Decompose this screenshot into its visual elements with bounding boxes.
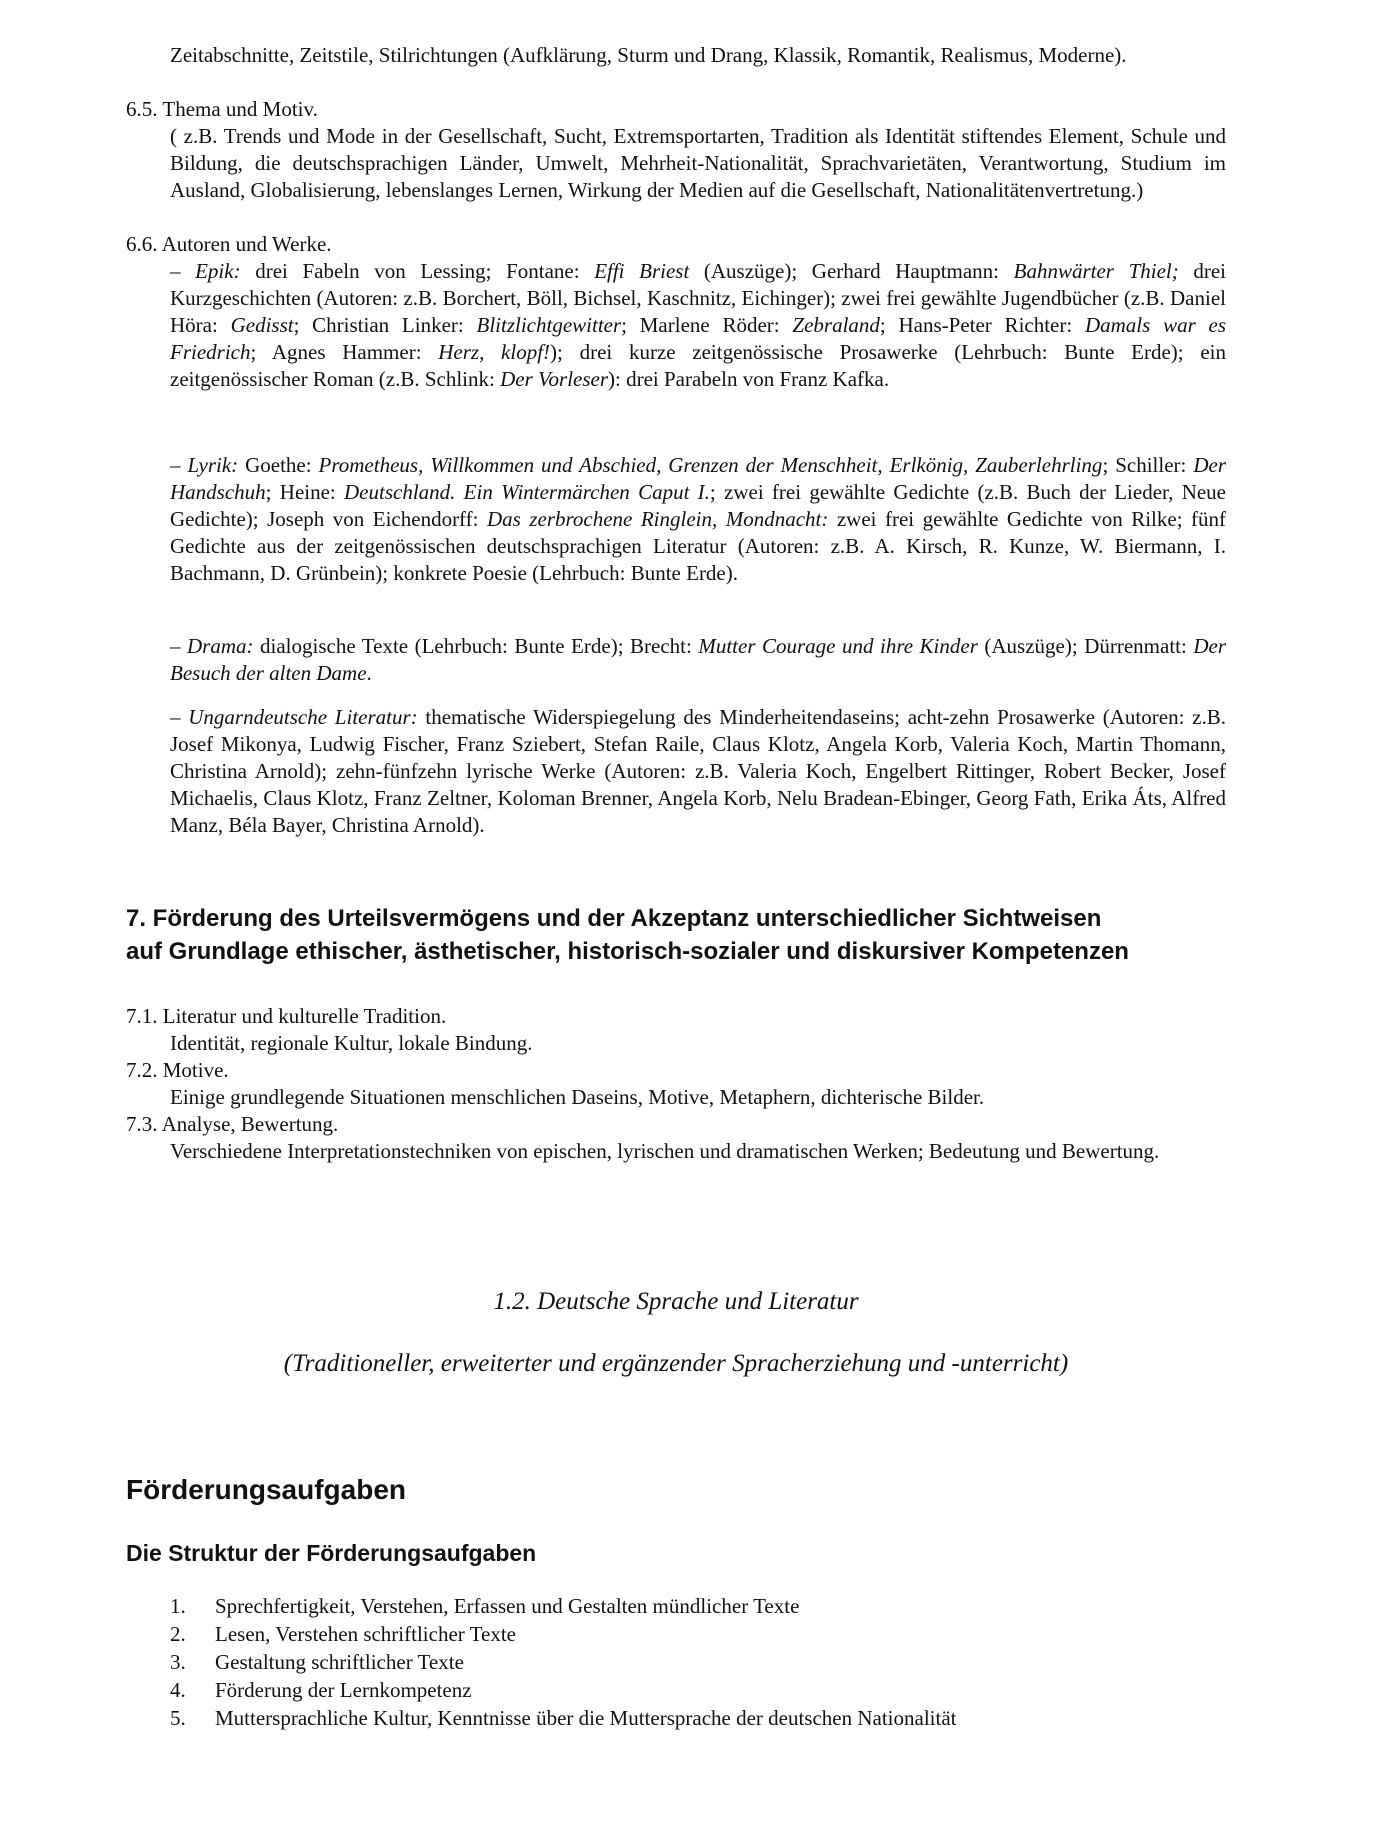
section-7-heading [126, 902, 1236, 968]
list-item-text: Lesen, Verstehen schriftlicher Texte [215, 1622, 516, 1646]
section-6-5-body: ( z.B. Trends und Mode in der Gesellschaft, Sucht, Extremsportarten, Tradition als Identität stiftendes Element, Schule und Bildung, die deutschsprachigen Länder, Umwelt, Mehrheit-Nationalität, Sprachvarietäten, Verantwortung, Studium im Ausland, Globalisierung, lebenslanges Lernen, Wirkung der Medien auf die Gesellschaft, Nationalitätenvertretung.) [170, 124, 1226, 202]
subject-subtitle: (Traditioneller, erweiterter und ergänzender Spracherziehung und -unterricht) [283, 1350, 1069, 1377]
section-7-3-body: Verschiedene Interpretationstechniken von epischen, lyrischen und dramatischen Werken; Bedeutung und Bewertung. [170, 1139, 1160, 1163]
ungarndeutsche-paragraph: – Ungarndeutsche Literatur: thematische Widerspiegelung des Minderheitendaseins; acht-zehn Prosawerke (Autoren: z.B. Josef Mikonya, Ludwig Fischer, Franz Sziebert, Stefan Raile, Claus Klotz, Angela Korb, Valeria Koch, Martin Thomann, Christina Arnold); zehn-fünfzehn lyrische Werke (Autoren: z.B. Valeria Koch, Engelbert Rittinger, Robert Becker, Josef Michaelis, Claus Klotz, Franz Zeltner, Koloman Brenner, Angela Korb, Nelu Bradean-Ebinger, Georg Fath, Erika Áts, Alfred Manz, Béla Bayer, Christina Arnold). [170, 705, 1226, 837]
continuation-paragraph [170, 42, 1226, 69]
lyrik-label: – Lyrik: [170, 453, 239, 477]
list-item-number: 2. [170, 1622, 186, 1646]
list-item [170, 1649, 1226, 1677]
foerderungsaufgaben-subheading: Die Struktur der Förderungsaufgaben [126, 1540, 537, 1566]
section-7-1-heading: 7.1. Literatur und kulturelle Tradition. [126, 1004, 447, 1028]
drama-label: – Drama: [170, 634, 254, 658]
list-item [170, 1621, 1226, 1649]
list-item-text: Muttersprachliche Kultur, Kenntnisse über die Muttersprache der deutschen Nationalität [215, 1706, 957, 1730]
section-7-heading-line2: auf Grundlage ethischer, ästhetischer, historisch-sozialer und diskursiver Kompetenzen [126, 938, 1129, 965]
list-item [170, 1705, 1226, 1733]
section-6-6-heading: 6.6. Autoren und Werke. [126, 232, 332, 256]
foerderungsaufgaben-heading: Förderungsaufgaben [126, 1474, 407, 1505]
epik-label: – Epik: [170, 259, 241, 283]
drama-paragraph: – Drama: dialogische Texte (Lehrbuch: Bunte Erde); Brecht: Mutter Courage und ihre Kinder (Auszüge); Dürrenmatt: Der Besuch der alten Dame. [170, 634, 1226, 685]
ungarndeutsche-label: – Ungarndeutsche Literatur: [170, 705, 418, 729]
list-item-number: 5. [170, 1706, 186, 1730]
list-item-number: 1. [170, 1594, 186, 1618]
list-item [170, 1677, 1226, 1705]
section-7-heading-line1: 7. Förderung des Urteilsvermögens und der Akzeptanz unterschiedlicher Sichtweisen [126, 905, 1102, 932]
section-6-5-heading: 6.5. Thema und Motiv. [126, 97, 318, 121]
list-item-text: Sprechfertigkeit, Verstehen, Erfassen und Gestalten mündlicher Texte [215, 1594, 800, 1618]
list-item [170, 1593, 1226, 1621]
list-item-text: Gestaltung schriftlicher Texte [215, 1650, 464, 1674]
section-7-1-body: Identität, regionale Kultur, lokale Bindung. [170, 1031, 533, 1055]
lyrik-paragraph: – Lyrik: Goethe: Prometheus, Willkommen und Abschied, Grenzen der Menschheit, Erlkönig, Zauberlehrling; Schiller: Der Handschuh; Heine: Deutschland. Ein Wintermärchen Caput I.; zwei frei gewählte Gedichte (z.B. Buch der Lieder, Neue Gedichte); Joseph von Eichendorff: Das zerbrochene Ringlein, Mondnacht: zwei frei gewählte Gedichte von Rilke; fünf Gedichte aus der zeitgenössischen deutschsprachigen Literatur (Autoren: z.B. A. Kirsch, R. Kunze, W. Biermann, I. Bachmann, D. Grünbein); konkrete Poesie (Lehrbuch: Bunte Erde). [170, 453, 1226, 585]
numbered-list [170, 1593, 1226, 1733]
subject-title: 1.2. Deutsche Sprache und Literatur [493, 1288, 859, 1315]
list-item-text: Förderung der Lernkompetenz [215, 1678, 472, 1702]
list-item-number: 3. [170, 1650, 186, 1674]
section-7-2-body: Einige grundlegende Situationen menschlichen Daseins, Motive, Metaphern, dichterische Bilder. [170, 1085, 985, 1109]
foerderungsaufgaben-list [170, 1593, 1226, 1733]
epik-paragraph: – Epik: drei Fabeln von Lessing; Fontane: Effi Briest (Auszüge); Gerhard Hauptmann: Bahnwärter Thiel; drei Kurzgeschichten (Autoren: z.B. Borchert, Böll, Bichsel, Kaschnitz, Eichinger); zwei frei gewählte Jugendbücher (z.B. Daniel Höra: Gedisst; Christian Linker: Blitzlichtgewitter; Marlene Röder: Zebraland; Hans-Peter Richter: Damals war es Friedrich; Agnes Hammer: Herz, klopf!); drei kurze zeitgenössische Prosawerke (Lehrbuch: Bunte Erde); ein zeitgenössischer Roman (z.B. Schlink: Der Vorleser): drei Parabeln von Franz Kafka. [170, 259, 1227, 391]
continuation-text: Zeitabschnitte, Zeitstile, Stilrichtungen (Aufklärung, Sturm und Drang, Klassik, Romantik, Realismus, Moderne). [170, 43, 1127, 67]
list-item-number: 4. [170, 1678, 186, 1702]
section-7-3-heading: 7.3. Analyse, Bewertung. [126, 1112, 339, 1136]
section-7-2-heading: 7.2. Motive. [126, 1058, 229, 1082]
